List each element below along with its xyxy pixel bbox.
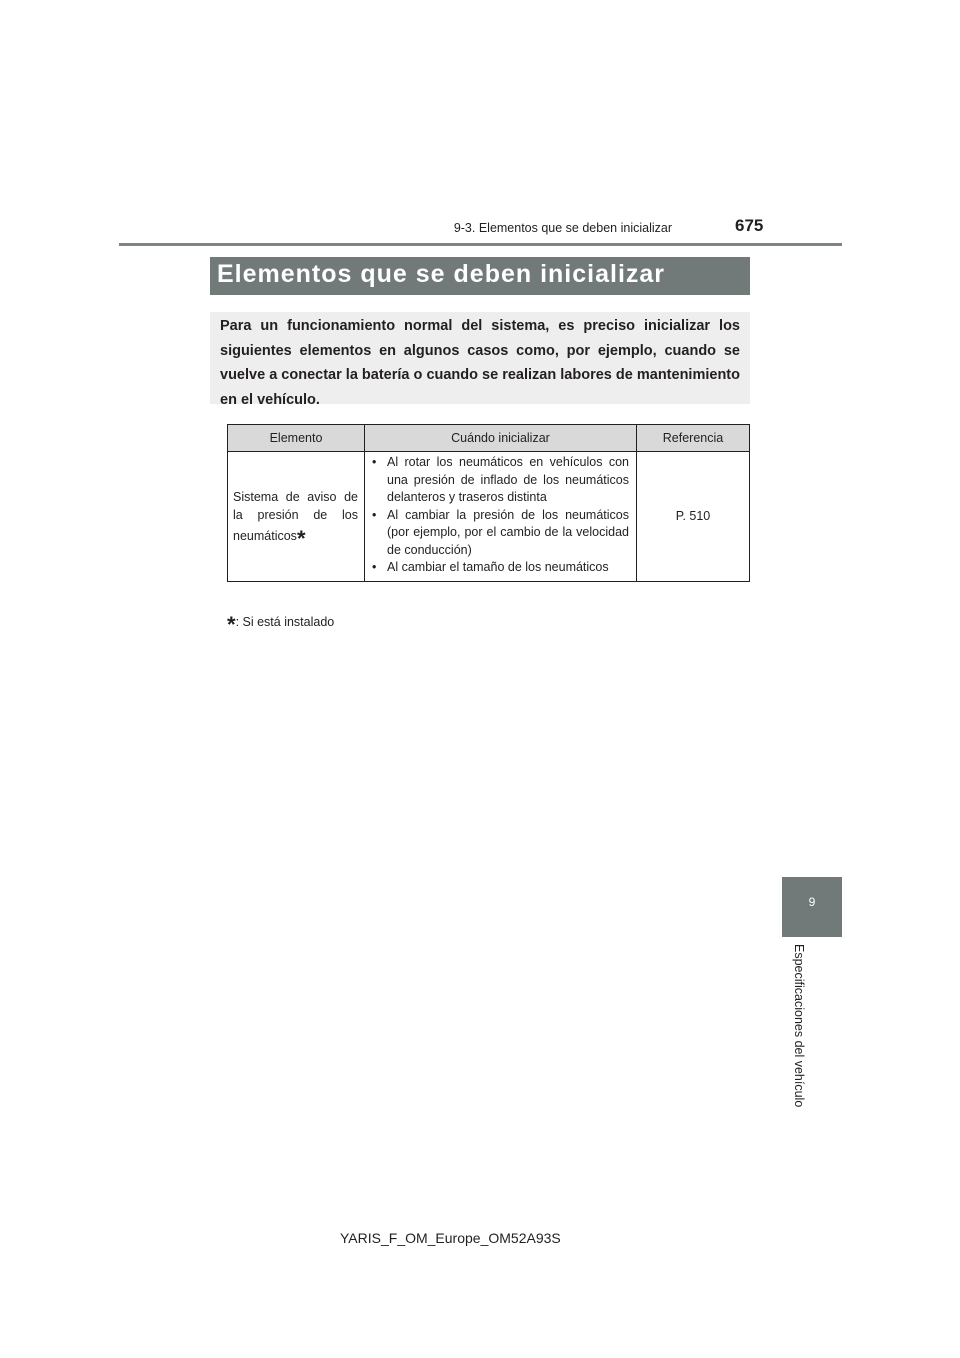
when-cell: [365, 452, 637, 582]
footnote: [227, 606, 335, 637]
column-header-item: Elemento: [228, 425, 365, 452]
page-number: 675: [735, 216, 764, 235]
document-code: YARIS_F_OM_Europe_OM52A93S: [340, 1230, 561, 1246]
reference-cell: P. 510: [637, 452, 750, 582]
list-item: • Al cambiar la presión de los neumáticos (por ejemplo, por el cambio de la velocidad de conducción): [372, 507, 629, 560]
header-section-title: 9-3. Elementos que se deben inicializar: [453, 221, 672, 235]
table-header-row: [228, 425, 750, 452]
footnote-mark: *: [227, 612, 236, 637]
item-name: Sistema de aviso de la presión de los neumáticos: [233, 489, 358, 543]
title-bar: [210, 257, 750, 295]
list-item: • Al rotar los neumáticos en vehículos con una presión de inflado de los neumáticos delanteros y traseros distinta: [372, 454, 629, 507]
page-title: Elementos que se deben inicializar: [217, 260, 666, 288]
intro-text: Para un funcionamiento normal del sistema, es preciso inicializar los siguientes elementos en algunos casos como, por ejemplo, cuando se vuelve a conectar la batería o cuando se realizan labores de mantenimiento en el vehículo.: [220, 318, 740, 408]
chapter-label: Especificaciones del vehículo: [792, 944, 806, 1108]
chapter-tab: [782, 877, 842, 937]
header-divider: [119, 243, 842, 246]
chapter-number: 9: [808, 895, 816, 909]
footnote-text: : Si está instalado: [235, 615, 335, 629]
intro-box: [210, 312, 750, 408]
column-header-reference: Referencia: [637, 425, 750, 452]
column-header-when: Cuándo inicializar: [365, 425, 637, 452]
table-row: [228, 452, 750, 582]
item-footnote-mark: *: [296, 525, 306, 551]
item-cell: [228, 452, 365, 582]
list-item: • Al cambiar el tamaño de los neumáticos: [372, 559, 629, 577]
initialization-table: [227, 424, 750, 582]
when-list: [372, 454, 629, 577]
